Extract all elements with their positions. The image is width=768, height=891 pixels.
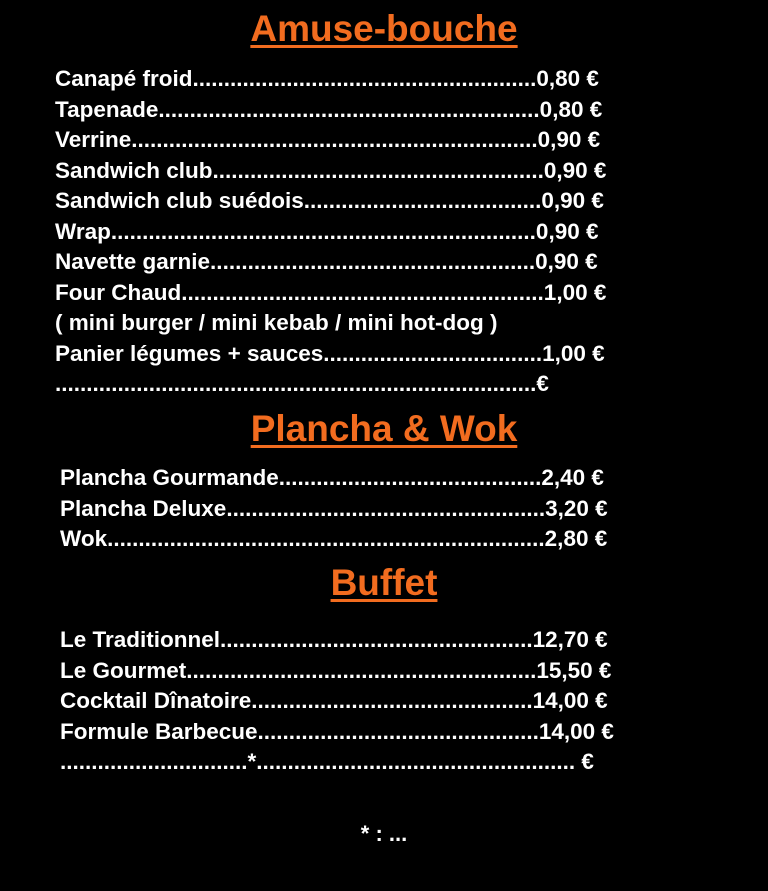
menu-item: Four Chaud..........................................................1,00 €: [55, 279, 607, 305]
menu-item: Sandwich club suédois......................................0,90 €: [55, 188, 604, 213]
menu-item: Sandwich club.....................................................0,90 €: [55, 157, 607, 183]
menu-item-blank: ..............................*................................................... €: [60, 749, 594, 774]
menu-list-plancha-wok: [60, 463, 608, 555]
menu-item: Le Traditionnel..................................................12,70 €: [60, 627, 608, 652]
section-title-amuse-bouche: Amuse-bouche: [250, 8, 518, 49]
menu-item-blank: .............................................................................€: [55, 371, 549, 396]
menu-item: Formule Barbecue.............................................14,00 €: [60, 718, 614, 744]
menu-item: Plancha Deluxe...................................................3,20 €: [60, 495, 608, 521]
menu-item: Le Gourmet........................................................15,50 €: [60, 657, 612, 683]
menu-item: Tapenade.............................................................0,80 €: [55, 96, 603, 122]
menu-item: Panier légumes + sauces...................................1,00 €: [55, 340, 605, 366]
section-title-plancha-wok: Plancha & Wok: [250, 408, 518, 449]
menu-list-buffet: [60, 625, 614, 778]
menu-item-note: ( mini burger / mini kebab / mini hot-dog ): [55, 310, 498, 335]
menu-item: Wok......................................................................2,80 €: [60, 526, 608, 551]
menu-item: Navette garnie....................................................0,90 €: [55, 249, 598, 274]
section-title-buffet: Buffet: [330, 562, 438, 603]
menu-item: Plancha Gourmande..........................................2,40 €: [60, 465, 604, 490]
menu-item: Wrap....................................................................0,90 €: [55, 218, 599, 244]
menu-item: Canapé froid.......................................................0,80 €: [55, 66, 599, 91]
menu-item: Verrine.................................................................0,90 €: [55, 127, 601, 152]
menu-list-amuse-bouche: [55, 64, 606, 400]
menu-item: Cocktail Dînatoire.............................................14,00 €: [60, 688, 608, 713]
footnote: * : ...: [360, 821, 408, 846]
